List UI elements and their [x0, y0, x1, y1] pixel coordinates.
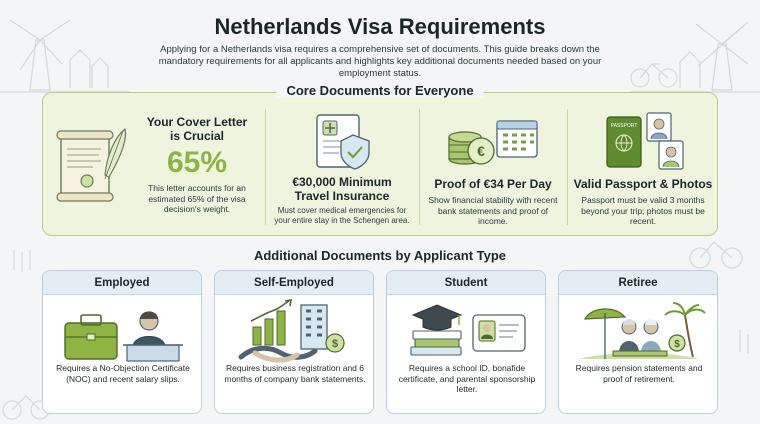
intro-text: Applying for a Netherlands visa requires a comprehensive set of documents. This guide breaks down the mandatory requirements for all applicants and highlights key additional documents needed based on your employment status.: [158, 44, 602, 79]
card-desc: Requires pension statements and proof of retirement.: [575, 363, 703, 384]
cover-letter-stat: 65%: [166, 146, 228, 179]
retiree-couple-beach-icon: [559, 297, 718, 367]
core-documents-panel: [42, 83, 718, 236]
insurance-title-1: €30,000 Minimum: [292, 175, 392, 189]
card-desc: Requires a No-Objection Certificate (NOC) and recent salary slips.: [56, 363, 190, 384]
passport-title: Valid Passport & Photos: [573, 177, 713, 191]
svg-text:$: $: [331, 338, 339, 350]
insurance-desc: Must cover medical emergencies for your entire stay in the Schengen area.: [274, 206, 410, 225]
business-handshake-icon: [215, 297, 374, 367]
funds-section: [423, 105, 563, 229]
graduation-cap-id-card-icon: [387, 297, 546, 367]
page-title: Netherlands Visa Requirements: [214, 14, 546, 39]
card-title: Self-Employed: [215, 271, 373, 295]
cover-letter-section: [51, 105, 261, 229]
funds-desc: Show financial stability with recent bank statements and proof of income.: [428, 195, 558, 226]
card-title: Employed: [43, 271, 201, 295]
card-retiree: [558, 270, 718, 414]
insurance-title-2: Travel Insurance: [294, 189, 390, 203]
divider: [265, 109, 266, 225]
insurance-document-shield-icon: [309, 113, 375, 171]
card-self-employed: [214, 270, 374, 414]
passport-section: [571, 105, 715, 229]
card-employed: [42, 270, 202, 414]
divider: [567, 109, 568, 225]
funds-title: Proof of €34 Per Day: [434, 177, 552, 191]
briefcase-employee-icon: [43, 297, 202, 367]
additional-documents-heading: Additional Documents by Applicant Type: [253, 248, 507, 263]
cover-letter-desc: This letter accounts for an estimated 65% of the visa decision's weight.: [148, 183, 246, 214]
insurance-section: [269, 105, 415, 229]
card-desc: Requires business registration and 6 months of company bank statements.: [224, 363, 366, 384]
scroll-quill-icon: [53, 123, 129, 205]
svg-text:€: €: [477, 143, 485, 159]
core-documents-heading: Core Documents for Everyone: [276, 83, 483, 98]
passport-desc: Passport must be valid 3 months beyond your trip; photos must be recent.: [581, 195, 705, 226]
card-desc: Requires a school ID, bonafide certificate, and parental sponsorship letter.: [398, 363, 536, 394]
card-title: Retiree: [559, 271, 717, 295]
cover-letter-title-1: Your Cover Letter: [146, 115, 248, 129]
cover-letter-title-2: is Crucial: [169, 129, 225, 143]
coins-calendar-icon: [445, 115, 541, 171]
divider: [419, 109, 420, 225]
passport-label: PASSPORT: [610, 123, 638, 129]
card-title: Student: [387, 271, 545, 295]
card-student: [386, 270, 546, 414]
svg-text:$: $: [674, 339, 680, 350]
passport-photos-icon: [603, 111, 687, 173]
